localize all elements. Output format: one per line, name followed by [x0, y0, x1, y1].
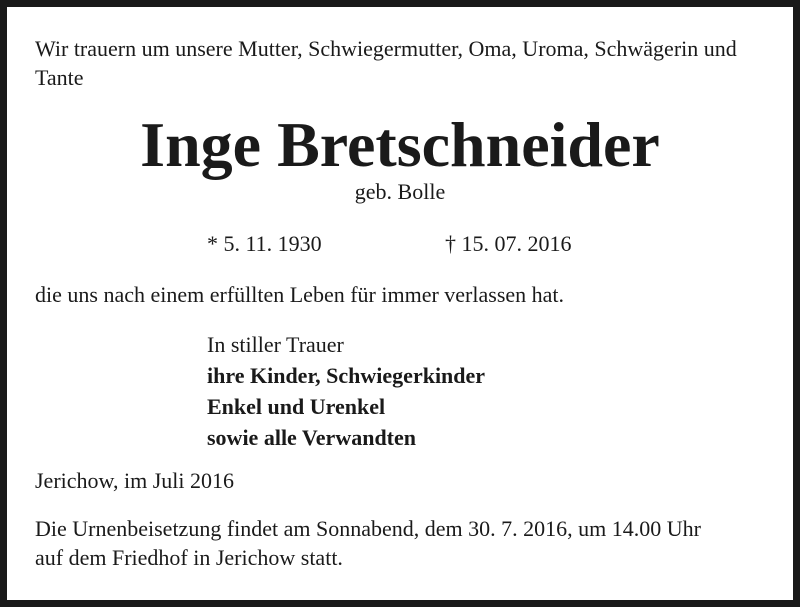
place-date: Jerichow, im Juli 2016: [35, 468, 234, 493]
farewell-text: die uns nach einem erfüllten Leben für immer verlassen hat.: [35, 282, 565, 307]
deceased-name: Inge Bretschneider: [140, 109, 660, 180]
maiden-name: geb. Bolle: [354, 179, 446, 204]
burial-line: Die Urnenbeisetzung findet am Sonnabend, dem 30. 7. 2016, um 14.00 Uhr: [35, 516, 701, 541]
mourner-line: sowie alle Verwandten: [207, 425, 416, 450]
mourner-line: ihre Kinder, Schwiegerkinder: [207, 363, 486, 388]
intro-text: Wir trauern um unsere Mutter, Schwiegermutter, Oma, Uroma, Schwägerin und Tante: [35, 36, 737, 90]
mourning-intro: In stiller Trauer: [207, 332, 344, 357]
death-date: † 15. 07. 2016: [445, 231, 572, 256]
mourners-block: [207, 329, 485, 453]
mourner-line: Enkel und Urenkel: [207, 394, 386, 419]
burial-line: auf dem Friedhof in Jerichow statt.: [35, 545, 343, 570]
birth-date: * 5. 11. 1930: [207, 231, 322, 256]
burial-info: [35, 514, 785, 572]
